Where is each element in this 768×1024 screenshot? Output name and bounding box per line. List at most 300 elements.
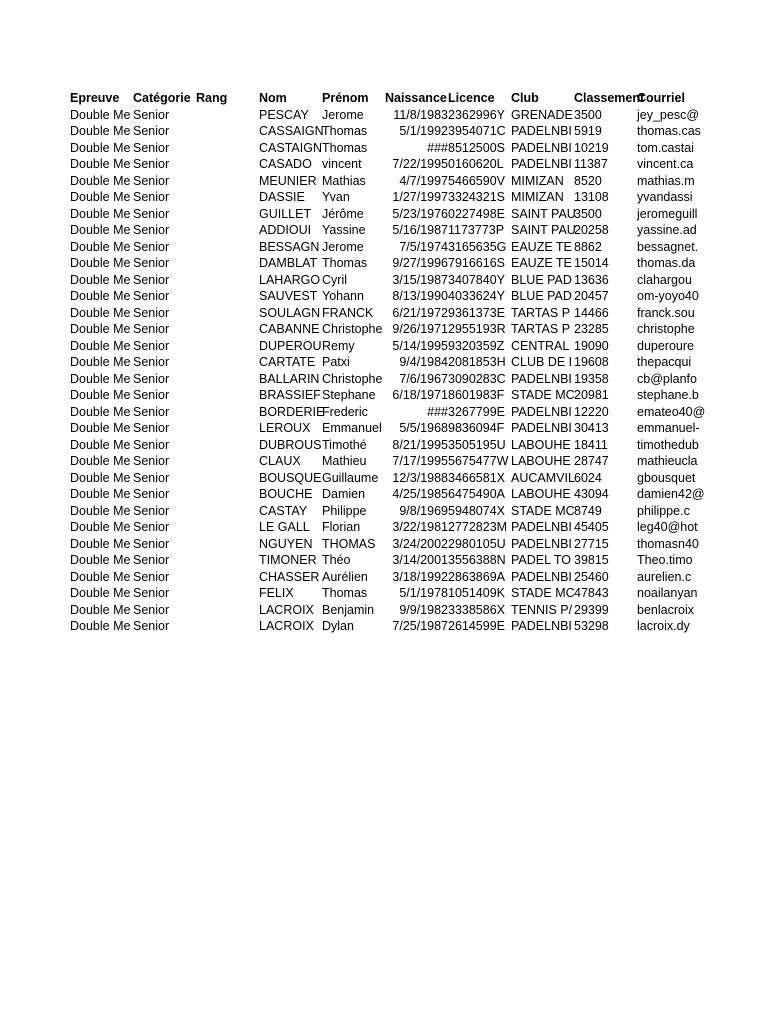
cell-naissance: 7/17/1995 — [392, 454, 448, 468]
cell-epreuve: Double Me — [70, 437, 131, 452]
cell-courriel: om-yoyo40 — [637, 289, 699, 303]
cell-classement: 12220 — [574, 404, 609, 419]
cell-nom: CABANNE — [259, 322, 320, 336]
cell-epreuve: Double Me — [70, 355, 131, 369]
cell-classement: 11387 — [574, 157, 608, 171]
cell-rang — [196, 321, 259, 338]
cell-licence: 3556388N — [448, 553, 506, 567]
cell-classement: 18411 — [574, 437, 608, 452]
cell-licence: 9320359Z — [448, 338, 505, 353]
cell-nom: BOUCHE — [259, 487, 313, 501]
cell-rang — [196, 536, 259, 553]
cell-naissance: 1/27/1997 — [392, 190, 448, 204]
cell-nom: BRASSIEF — [259, 388, 321, 402]
cell-licence: 9836094F — [448, 421, 505, 435]
table-row — [70, 123, 730, 140]
cell-epreuve: Double Me — [70, 388, 131, 402]
cell-licence: 5948074X — [448, 503, 506, 518]
cell-licence: 2955193R — [448, 322, 506, 336]
cell-rang — [196, 239, 259, 256]
cell-naissance: ### — [427, 404, 448, 419]
cell-epreuve: Double Me — [70, 305, 131, 320]
cell-classement: 19358 — [574, 371, 609, 386]
cell-licence: 3324321S — [448, 190, 506, 204]
cell-club: PADEL TO — [511, 553, 571, 567]
table-row — [70, 239, 730, 256]
cell-naissance: 6/18/1971 — [392, 388, 448, 402]
cell-rang — [196, 503, 259, 520]
cell-licence: 2980105U — [448, 536, 506, 551]
cell-nom: BOUSQUE — [259, 470, 322, 485]
table-row — [70, 420, 730, 437]
cell-prenom: Thomas — [322, 124, 368, 138]
cell-categorie: Senior — [133, 520, 170, 534]
cell-epreuve: Double Me — [70, 602, 131, 617]
table-row — [70, 222, 730, 239]
cell-nom: TIMONER — [259, 553, 317, 567]
cell-courriel: yvandassi — [637, 190, 693, 204]
cell-classement: 20258 — [574, 223, 609, 237]
cell-epreuve: Double Me — [70, 569, 131, 584]
cell-prenom: Thomas — [322, 586, 368, 600]
cell-classement: 28747 — [574, 454, 609, 468]
cell-categorie: Senior — [133, 569, 170, 584]
cell-naissance: 9/27/1996 — [392, 256, 448, 270]
table-row — [70, 503, 730, 520]
table-row — [70, 387, 730, 404]
cell-prenom: Philippe — [322, 503, 367, 518]
cell-epreuve: Double Me — [70, 206, 131, 221]
cell-nom: NGUYEN — [259, 536, 313, 551]
cell-epreuve: Double Me — [70, 487, 131, 501]
cell-courriel: damien42@ — [637, 487, 705, 501]
cell-naissance: 8/13/1990 — [392, 289, 448, 303]
cell-courriel: stephane.b — [637, 388, 699, 402]
cell-naissance: 7/5/1974 — [399, 239, 448, 254]
cell-epreuve: Double Me — [70, 536, 131, 551]
cell-categorie: Senior — [133, 107, 170, 122]
cell-club: PADELNBI — [511, 404, 572, 419]
cell-classement: 8520 — [574, 173, 602, 188]
table-row — [70, 338, 730, 355]
cell-prenom: vincent — [322, 157, 362, 171]
cell-nom: DUPEROU — [259, 338, 322, 353]
cell-naissance: 9/9/1982 — [399, 602, 448, 617]
cell-categorie: Senior — [133, 421, 170, 435]
cell-nom: CARTATE — [259, 355, 316, 369]
cell-rang — [196, 189, 259, 206]
cell-licence: 8601983F — [448, 388, 505, 402]
cell-classement: 27715 — [574, 536, 609, 551]
cell-rang — [196, 206, 259, 223]
cell-epreuve: Double Me — [70, 404, 131, 419]
cell-courriel: mathias.m — [637, 173, 695, 188]
table-row — [70, 371, 730, 388]
cell-prenom: THOMAS — [322, 536, 376, 551]
cell-nom: BESSAGN — [259, 239, 320, 254]
cell-epreuve: Double Me — [70, 272, 131, 287]
cell-club: PADELNBI — [511, 536, 572, 551]
cell-nom: LACROIX — [259, 619, 314, 633]
cell-prenom: Timothé — [322, 437, 367, 452]
cell-nom: CASTAIGN — [259, 140, 322, 155]
cell-courriel: tom.castai — [637, 140, 694, 155]
cell-epreuve: Double Me — [70, 107, 131, 122]
cell-club: BLUE PAD — [511, 272, 572, 287]
cell-classement: 45405 — [574, 520, 609, 534]
cell-nom: GUILLET — [259, 206, 312, 221]
cell-courriel: jey_pesc@ — [637, 107, 700, 122]
cell-naissance: 3/24/2002 — [392, 536, 448, 551]
cell-club: CENTRAL — [511, 338, 570, 353]
cell-categorie: Senior — [133, 388, 170, 402]
cell-club: PADELNBI — [511, 619, 572, 633]
cell-categorie: Senior — [133, 239, 170, 254]
cell-courriel: vincent.ca — [637, 157, 694, 171]
cell-nom: ADDIOUI — [259, 223, 312, 237]
cell-epreuve: Double Me — [70, 289, 131, 303]
cell-courriel: yassine.ad — [637, 223, 697, 237]
cell-classement: 10219 — [574, 140, 609, 155]
cell-categorie: Senior — [133, 355, 170, 369]
table-row — [70, 288, 730, 305]
cell-naissance: 8/21/1995 — [392, 437, 448, 452]
cell-epreuve: Double Me — [70, 586, 131, 600]
cell-classement: 5919 — [574, 124, 602, 138]
cell-epreuve: Double Me — [70, 619, 131, 633]
cell-licence: 3954071C — [448, 124, 506, 138]
table-row — [70, 602, 730, 619]
cell-rang — [196, 305, 259, 322]
cell-courriel: franck.sou — [637, 305, 695, 320]
cell-rang — [196, 338, 259, 355]
cell-categorie: Senior — [133, 503, 170, 518]
cell-club: PADELNBI — [511, 157, 572, 171]
cell-prenom: Thomas — [322, 140, 368, 155]
cell-club: GRENADE — [511, 107, 573, 122]
cell-licence: 9361373E — [448, 305, 506, 320]
cell-nom: LAHARGO — [259, 272, 321, 287]
table-row — [70, 519, 730, 536]
cell-club: PADELNBI — [511, 124, 572, 138]
cell-nom: CASADO — [259, 157, 312, 171]
cell-courriel: gbousquet — [637, 470, 696, 485]
cell-categorie: Senior — [133, 322, 170, 336]
cell-categorie: Senior — [133, 206, 170, 221]
cell-courriel: jeromeguill — [637, 206, 698, 221]
header-row — [70, 90, 730, 107]
table-row — [70, 107, 730, 124]
cell-categorie: Senior — [133, 470, 170, 485]
cell-nom: MEUNIER — [259, 173, 317, 188]
table-row — [70, 272, 730, 289]
cell-nom: BORDERIE — [259, 404, 325, 419]
cell-epreuve: Double Me — [70, 520, 131, 534]
cell-classement: 13636 — [574, 272, 609, 287]
cell-categorie: Senior — [133, 305, 170, 320]
cell-rang — [196, 569, 259, 586]
cell-rang — [196, 404, 259, 421]
cell-nom: PESCAY — [259, 107, 309, 122]
cell-categorie: Senior — [133, 586, 170, 600]
cell-licence: 3267799E — [448, 404, 506, 419]
cell-categorie: Senior — [133, 157, 170, 171]
table-row — [70, 173, 730, 190]
cell-prenom: Jerome — [322, 239, 364, 254]
cell-courriel: aurelien.c — [637, 569, 692, 584]
table-row — [70, 453, 730, 470]
table-row — [70, 321, 730, 338]
table-row — [70, 305, 730, 322]
cell-licence: 3338586X — [448, 602, 506, 617]
cell-club: AUCAMVIL — [511, 470, 575, 485]
cell-epreuve: Double Me — [70, 124, 131, 138]
header-rang: Rang — [196, 91, 228, 105]
cell-rang — [196, 387, 259, 404]
cell-prenom: Christophe — [322, 371, 383, 386]
cell-nom: CLAUX — [259, 454, 301, 468]
cell-licence: 3090283C — [448, 371, 506, 386]
cell-nom: LE GALL — [259, 520, 310, 534]
cell-categorie: Senior — [133, 437, 170, 452]
cell-prenom: Benjamin — [322, 602, 375, 617]
cell-categorie: Senior — [133, 190, 170, 204]
header-club: Club — [511, 91, 539, 105]
cell-categorie: Senior — [133, 272, 170, 287]
cell-naissance: 7/22/1995 — [392, 157, 448, 171]
cell-naissance: 5/1/1978 — [399, 586, 448, 600]
cell-club: EAUZE TE — [511, 239, 572, 254]
cell-courriel: clahargou — [637, 272, 692, 287]
cell-prenom: Dylan — [322, 619, 354, 633]
cell-classement: 47843 — [574, 586, 609, 600]
cell-prenom: Yassine — [322, 223, 366, 237]
cell-naissance: 4/25/1985 — [392, 487, 448, 501]
cell-nom: DAMBLAT — [259, 256, 318, 270]
header-courriel: Courriel — [637, 91, 685, 105]
cell-prenom: Mathias — [322, 173, 366, 188]
cell-courriel: leg40@hot — [637, 520, 698, 534]
cell-licence: 2772823M — [448, 520, 508, 534]
table-row — [70, 404, 730, 421]
cell-naissance: 3/14/2001 — [392, 553, 448, 567]
cell-rang — [196, 371, 259, 388]
cell-prenom: FRANCK — [322, 305, 374, 320]
cell-courriel: christophe — [637, 322, 695, 336]
cell-courriel: Theo.timo — [637, 553, 693, 567]
cell-prenom: Remy — [322, 338, 355, 353]
cell-courriel: emateo40@ — [637, 404, 706, 419]
cell-courriel: benlacroix — [637, 602, 694, 617]
cell-rang — [196, 486, 259, 503]
table-row — [70, 140, 730, 157]
cell-prenom: Cyril — [322, 272, 347, 287]
cell-rang — [196, 618, 259, 635]
cell-epreuve: Double Me — [70, 503, 131, 518]
cell-rang — [196, 123, 259, 140]
table-row — [70, 486, 730, 503]
cell-prenom: Yohann — [322, 289, 364, 303]
table-row — [70, 470, 730, 487]
cell-epreuve: Double Me — [70, 157, 131, 171]
cell-club: LABOUHE — [511, 437, 571, 452]
cell-prenom: Mathieu — [322, 454, 367, 468]
cell-licence: 2081853H — [448, 355, 506, 369]
cell-classement: 25460 — [574, 569, 609, 584]
cell-classement: 53298 — [574, 619, 609, 633]
cell-licence: 5466590V — [448, 173, 506, 188]
cell-courriel: mathieucla — [637, 454, 698, 468]
cell-club: CLUB DE I — [511, 355, 573, 369]
cell-nom: DUBROUS — [259, 437, 322, 452]
cell-rang — [196, 585, 259, 602]
cell-courriel: thomas.cas — [637, 124, 701, 138]
cell-licence: 4033624Y — [448, 289, 506, 303]
cell-categorie: Senior — [133, 371, 170, 386]
cell-classement: 19608 — [574, 355, 609, 369]
cell-naissance: 3/22/1981 — [392, 520, 448, 534]
cell-rang — [196, 288, 259, 305]
cell-courriel: cb@planfo — [637, 371, 697, 386]
cell-rang — [196, 470, 259, 487]
cell-licence: 1051409K — [448, 586, 506, 600]
cell-prenom: Florian — [322, 520, 361, 534]
cell-nom: LEROUX — [259, 421, 311, 435]
cell-categorie: Senior — [133, 454, 170, 468]
cell-licence: 2863869A — [448, 569, 506, 584]
cell-prenom: Thomas — [322, 256, 368, 270]
cell-naissance: 5/1/1992 — [399, 124, 448, 138]
cell-categorie: Senior — [133, 602, 170, 617]
cell-nom: LACROIX — [259, 602, 314, 617]
cell-epreuve: Double Me — [70, 190, 131, 204]
cell-epreuve: Double Me — [70, 371, 131, 386]
cell-courriel: duperoure — [637, 338, 694, 353]
header-prenom: Prénom — [322, 91, 369, 105]
cell-club: TENNIS P/ — [511, 602, 573, 617]
cell-rang — [196, 552, 259, 569]
cell-club: STADE MC — [511, 586, 575, 600]
cell-club: PADELNBI — [511, 371, 572, 386]
cell-prenom: Théo — [322, 553, 351, 567]
cell-categorie: Senior — [133, 173, 170, 188]
table-row — [70, 437, 730, 454]
cell-rang — [196, 140, 259, 157]
table-row — [70, 569, 730, 586]
cell-club: PADELNBI — [511, 520, 572, 534]
cell-classement: 23285 — [574, 322, 609, 336]
cell-naissance: 9/26/1971 — [392, 322, 448, 336]
cell-categorie: Senior — [133, 223, 170, 237]
cell-club: MIMIZAN — [511, 190, 564, 204]
cell-club: BLUE PAD — [511, 289, 572, 303]
cell-naissance: 5/16/1987 — [392, 223, 448, 237]
table-row — [70, 552, 730, 569]
cell-licence: 7916616S — [448, 256, 506, 270]
table-row — [70, 536, 730, 553]
cell-rang — [196, 437, 259, 454]
cell-naissance: 5/14/1995 — [392, 338, 448, 353]
cell-licence: 2614599E — [448, 619, 506, 633]
cell-categorie: Senior — [133, 338, 170, 353]
cell-classement: 3500 — [574, 206, 602, 221]
cell-courriel: thomas.da — [637, 256, 696, 270]
header-licence: Licence — [448, 91, 495, 105]
cell-categorie: Senior — [133, 289, 170, 303]
table-body — [70, 107, 730, 635]
cell-naissance: ### — [427, 140, 448, 155]
cell-courriel: lacroix.dy — [637, 619, 690, 633]
cell-prenom: Christophe — [322, 322, 383, 336]
cell-prenom: Guillaume — [322, 470, 379, 485]
table-row — [70, 354, 730, 371]
cell-nom: DASSIE — [259, 190, 305, 204]
cell-categorie: Senior — [133, 140, 170, 155]
cell-prenom: Jérôme — [322, 206, 364, 221]
cell-naissance: 9/8/1969 — [399, 503, 448, 518]
cell-naissance: 4/7/1997 — [399, 173, 448, 188]
cell-prenom: Frederic — [322, 404, 368, 419]
cell-nom: CASSAIGN — [259, 124, 324, 138]
cell-licence: 3165635G — [448, 239, 507, 254]
cell-prenom: Jerome — [322, 107, 364, 122]
cell-licence: 3505195U — [448, 437, 506, 452]
cell-naissance: 6/21/1972 — [392, 305, 448, 320]
cell-categorie: Senior — [133, 124, 170, 138]
cell-rang — [196, 255, 259, 272]
cell-classement: 13108 — [574, 190, 609, 204]
cell-prenom: Damien — [322, 487, 366, 501]
cell-naissance: 12/3/1988 — [392, 470, 448, 485]
cell-categorie: Senior — [133, 619, 170, 633]
cell-rang — [196, 156, 259, 173]
cell-naissance: 3/18/1992 — [392, 569, 448, 584]
table-row — [70, 189, 730, 206]
cell-categorie: Senior — [133, 487, 170, 501]
cell-epreuve: Double Me — [70, 223, 131, 237]
cell-club: STADE MC — [511, 388, 575, 402]
cell-rang — [196, 173, 259, 190]
cell-club: MIMIZAN — [511, 173, 564, 188]
cell-rang — [196, 453, 259, 470]
cell-rang — [196, 602, 259, 619]
cell-courriel: philippe.c — [637, 503, 690, 518]
cell-naissance: 11/8/1983 — [393, 107, 448, 122]
cell-licence: 6475490A — [448, 487, 506, 501]
cell-rang — [196, 519, 259, 536]
cell-licence: 5675477W — [448, 454, 509, 468]
cell-nom: BALLARIN — [259, 371, 320, 386]
cell-club: LABOUHE — [511, 454, 571, 468]
spreadsheet-table — [70, 90, 730, 635]
header-classement: Classement — [574, 91, 645, 105]
cell-prenom: Aurélien — [322, 569, 368, 584]
table-row — [70, 618, 730, 635]
cell-courriel: thomasn40 — [637, 536, 699, 551]
cell-epreuve: Double Me — [70, 256, 131, 270]
cell-classement: 8749 — [574, 503, 602, 518]
cell-club: SAINT PAU — [511, 206, 576, 221]
cell-classement: 3500 — [574, 107, 602, 122]
header-naissance: Naissance — [385, 91, 447, 105]
cell-licence: 8512500S — [448, 140, 506, 155]
cell-nom: CASTAY — [259, 503, 308, 518]
cell-epreuve: Double Me — [70, 454, 131, 468]
cell-club: EAUZE TE — [511, 256, 572, 270]
cell-classement: 43094 — [574, 487, 609, 501]
cell-epreuve: Double Me — [70, 421, 131, 435]
cell-naissance: 5/5/1968 — [399, 421, 448, 435]
